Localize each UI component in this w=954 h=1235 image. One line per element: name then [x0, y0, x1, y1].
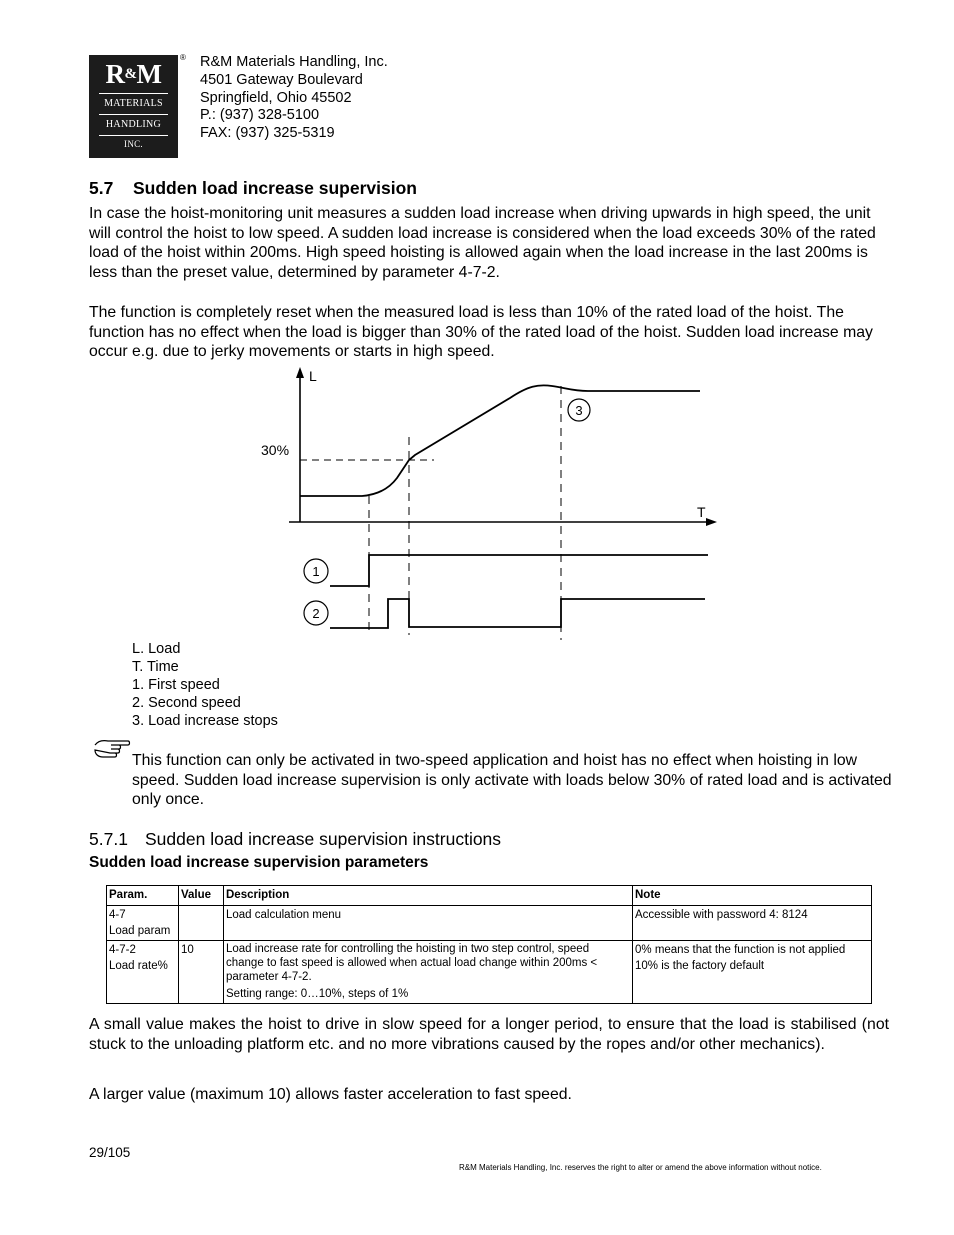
second-speed-signal — [330, 599, 705, 628]
subsection-number: 5.7.1 — [89, 829, 128, 849]
address-line: P.: (937) 328-5100 — [200, 107, 320, 124]
registered-mark: ® — [180, 53, 186, 62]
column-header: Value — [179, 886, 224, 906]
description-text: Setting range: 0…10%, steps of 1% — [226, 988, 409, 1000]
table-title: Sudden load increase supervision parameters — [89, 854, 429, 871]
pointing-hand-icon — [93, 737, 131, 759]
legend-item: 1. First speed — [132, 677, 220, 693]
note-cell — [633, 906, 872, 941]
legend-item: T. Time — [132, 659, 179, 675]
marker-label: 1 — [312, 564, 320, 579]
description-text: Load increase rate for controlling the hoisting in two step control, speed change to fast speed is allowed when actual load change within 200ms < parameter 4-7-2. — [226, 943, 598, 983]
description-cell — [224, 941, 633, 1004]
page-number: 29/105 — [89, 1145, 131, 1160]
footer-disclaimer: R&M Materials Handling, Inc. reserves the right to alter or amend the above information without notice. — [459, 1163, 822, 1172]
x-axis-arrow-icon — [706, 518, 717, 526]
description-cell — [224, 906, 633, 941]
x-axis-label: T — [697, 504, 706, 520]
body-paragraph: A small value makes the hoist to drive in slow speed for a longer period, to ensure that the load is stabilised (not stuck to the unloading platform etc. and no more vibrations caused by the ropes and/or other mechanics). — [89, 1016, 889, 1053]
note-cell — [633, 941, 872, 1004]
param-name: Load param — [109, 925, 171, 937]
y-axis-arrow-icon — [296, 367, 304, 378]
logo-line-materials: MATERIALS — [104, 98, 163, 109]
address-line: R&M Materials Handling, Inc. — [200, 54, 388, 70]
column-header: Description — [224, 886, 633, 906]
value-cell: 10 — [179, 941, 224, 1004]
parameters-table — [106, 885, 872, 1004]
table-row — [107, 941, 872, 1004]
legend-item: 3. Load increase stops — [132, 713, 278, 729]
note-text: 10% is the factory default — [635, 960, 765, 972]
description-text: Load calculation menu — [226, 909, 342, 921]
marker-label: 2 — [312, 606, 320, 621]
address-line: 4501 Gateway Boulevard — [200, 71, 363, 88]
note-text: This function can only be activated in two-speed application and hoist has no effect when hoisting in low speed. Sudden load increase supervision is only activate with loads below 30% of rated load and is activated only once. — [132, 752, 892, 809]
threshold-label: 30% — [261, 442, 290, 458]
param-cell — [107, 906, 179, 941]
logo-line-inc: INC. — [124, 139, 143, 149]
section-title: Sudden load increase supervision — [133, 178, 417, 198]
value-cell — [179, 906, 224, 941]
first-speed-signal — [330, 555, 708, 586]
param-name: Load rate% — [109, 960, 168, 972]
logo-line-handling: HANDLING — [105, 119, 162, 130]
table-header-row — [107, 886, 872, 906]
body-paragraph: A larger value (maximum 10) allows faster acceleration to fast speed. — [89, 1086, 572, 1103]
note-text: 0% means that the function is not applied — [635, 944, 846, 956]
param-code: 4-7-2 — [109, 944, 136, 956]
logo-wordmark: R&M — [105, 59, 162, 89]
marker-label: 3 — [575, 403, 583, 418]
subsection-title: Sudden load increase supervision instructions — [145, 829, 502, 849]
param-code: 4-7 — [109, 909, 126, 921]
y-axis-label: L — [309, 368, 317, 384]
diagram-legend — [132, 640, 278, 730]
param-cell — [107, 941, 179, 1004]
section-number: 5.7 — [89, 178, 114, 198]
subsection-heading — [89, 829, 501, 850]
table-row — [107, 906, 872, 941]
address-line: Springfield, Ohio 45502 — [200, 89, 352, 106]
column-header: Note — [633, 886, 872, 906]
legend-item: L. Load — [132, 641, 181, 657]
note-text: Accessible with password 4: 8124 — [635, 909, 808, 921]
legend-item: 2. Second speed — [132, 695, 241, 711]
section-paragraph: The function is completely reset when the measured load is less than 10% of the rated load of the hoist. The function has no effect when the load is bigger than 30% of the rated load of the hoist. Sudden load increase may occur e.g. due to jerky movements or starts in high speed. — [89, 304, 873, 361]
column-header: Param. — [107, 886, 179, 906]
section-paragraph: In case the hoist-monitoring unit measures a sudden load increase when driving upwards in high speed, the unit will control the hoist to low speed. A sudden load increase is considered when the load exceeds 30% of the rated load of the hoist within 200ms. High speed hoisting is allowed again when the load increase in the last 200ms is less than the preset value, determined by parameter 4-7-2. — [89, 205, 876, 282]
address-line: FAX: (937) 325-5319 — [200, 125, 335, 142]
load-curve — [300, 385, 700, 496]
